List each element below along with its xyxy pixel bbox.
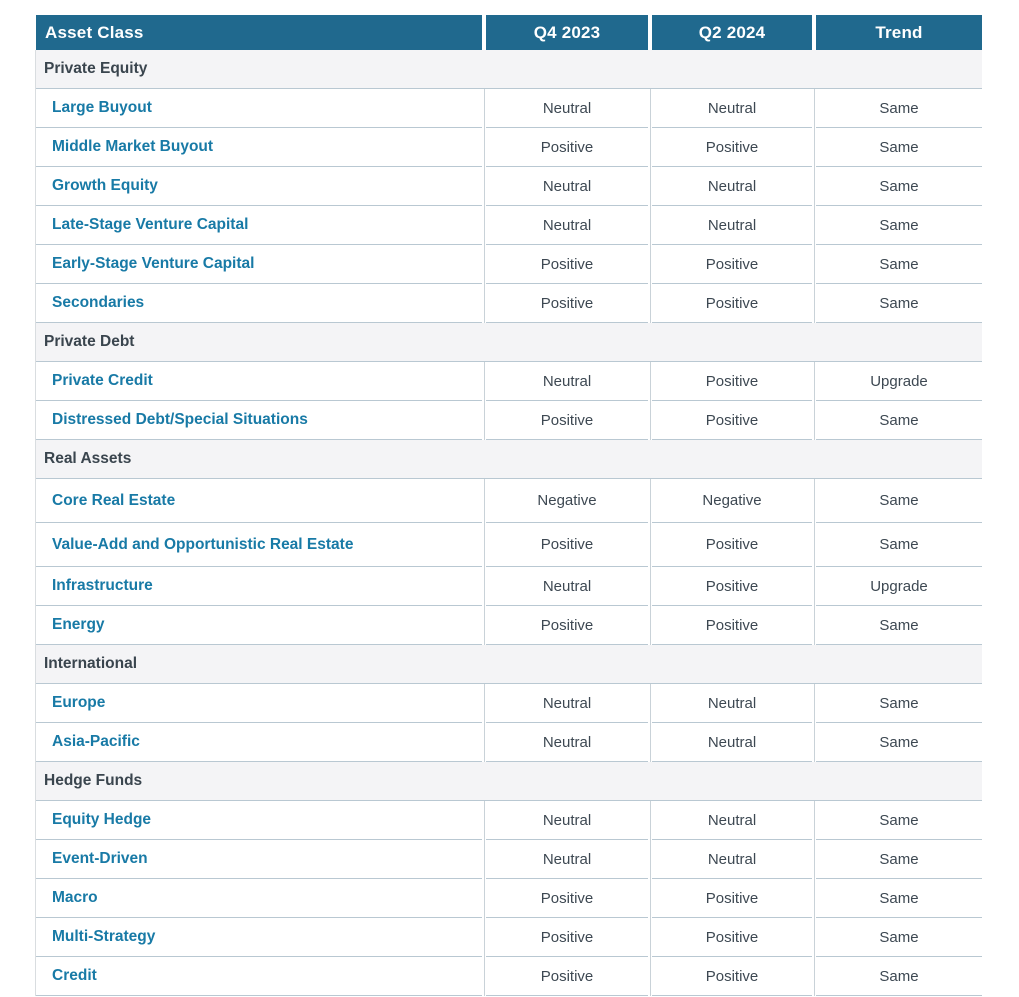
q2-2024-rating: Neutral [652, 684, 812, 723]
asset-class-link[interactable]: Core Real Estate [52, 491, 176, 509]
asset-class-link[interactable]: Value-Add and Opportunistic Real Estate [52, 535, 354, 553]
column-header-trend: Trend [816, 15, 982, 50]
q2-2024-rating: Negative [652, 479, 812, 523]
q2-2024-rating: Neutral [652, 206, 812, 245]
q4-2023-rating: Positive [486, 606, 648, 645]
section-header-row [36, 440, 982, 479]
asset-class-cell [36, 879, 482, 918]
q4-2023-rating: Neutral [486, 567, 648, 606]
asset-class-link[interactable]: Distressed Debt/Special Situations [52, 411, 308, 428]
asset-class-link[interactable]: Event-Driven [52, 850, 148, 867]
asset-class-cell [36, 957, 482, 996]
column-header-q2-2024: Q2 2024 [652, 15, 812, 50]
section-header-row [36, 323, 982, 362]
asset-class-cell [36, 89, 482, 128]
table-section [36, 440, 982, 645]
table-header-row [36, 15, 982, 50]
table-row [36, 245, 982, 284]
section-header-row [36, 645, 982, 684]
section-rows [36, 89, 982, 323]
q2-2024-rating: Neutral [652, 89, 812, 128]
asset-class-link[interactable]: Credit [52, 967, 97, 984]
asset-class-cell [36, 801, 482, 840]
q2-2024-rating: Positive [652, 957, 812, 996]
asset-class-cell [36, 245, 482, 284]
section-rows [36, 801, 982, 996]
table-section [36, 645, 982, 762]
asset-class-cell [36, 206, 482, 245]
section-rows [36, 684, 982, 762]
q4-2023-rating: Neutral [486, 801, 648, 840]
q4-2023-rating: Neutral [486, 723, 648, 762]
table-row [36, 801, 982, 840]
table-row [36, 684, 982, 723]
asset-class-cell [36, 840, 482, 879]
asset-class-link[interactable]: Asia-Pacific [52, 733, 140, 750]
q4-2023-rating: Negative [486, 479, 648, 523]
table-row [36, 167, 982, 206]
table-row [36, 567, 982, 606]
q4-2023-rating: Neutral [486, 89, 648, 128]
asset-class-cell [36, 523, 482, 567]
asset-class-link[interactable]: Middle Market Buyout [52, 138, 214, 155]
trend-value: Same [816, 957, 982, 996]
asset-class-link[interactable]: Multi-Strategy [52, 928, 156, 945]
q2-2024-rating: Positive [652, 245, 812, 284]
table-row [36, 362, 982, 401]
q4-2023-rating: Neutral [486, 362, 648, 401]
asset-class-cell [36, 918, 482, 957]
q2-2024-rating: Positive [652, 606, 812, 645]
q2-2024-rating: Positive [652, 128, 812, 167]
table-row [36, 523, 982, 567]
q2-2024-rating: Positive [652, 879, 812, 918]
asset-class-cell [36, 479, 482, 523]
q2-2024-rating: Neutral [652, 723, 812, 762]
trend-value: Same [816, 401, 982, 440]
asset-class-link[interactable]: Private Credit [52, 372, 153, 389]
table-row [36, 89, 982, 128]
q4-2023-rating: Positive [486, 523, 648, 567]
asset-class-link[interactable]: Growth Equity [52, 177, 158, 194]
column-header-q4-2023: Q4 2023 [486, 15, 648, 50]
q2-2024-rating: Neutral [652, 840, 812, 879]
asset-class-link[interactable]: Secondaries [52, 294, 145, 311]
asset-class-cell [36, 723, 482, 762]
q2-2024-rating: Neutral [652, 167, 812, 206]
asset-class-cell [36, 167, 482, 206]
table-row [36, 723, 982, 762]
asset-class-cell [36, 684, 482, 723]
asset-class-cell [36, 284, 482, 323]
table-row [36, 840, 982, 879]
table-row [36, 957, 982, 996]
q4-2023-rating: Neutral [486, 684, 648, 723]
q4-2023-rating: Neutral [486, 840, 648, 879]
asset-class-cell [36, 128, 482, 167]
trend-value: Upgrade [816, 567, 982, 606]
trend-value: Same [816, 918, 982, 957]
trend-value: Same [816, 723, 982, 762]
q4-2023-rating: Positive [486, 918, 648, 957]
table-section [36, 762, 982, 996]
q2-2024-rating: Positive [652, 523, 812, 567]
q4-2023-rating: Positive [486, 401, 648, 440]
trend-value: Same [816, 167, 982, 206]
q4-2023-rating: Neutral [486, 206, 648, 245]
table-row [36, 128, 982, 167]
trend-value: Same [816, 684, 982, 723]
trend-value: Same [816, 840, 982, 879]
trend-value: Same [816, 128, 982, 167]
table-row [36, 401, 982, 440]
trend-value: Upgrade [816, 362, 982, 401]
table-row [36, 606, 982, 645]
trend-value: Same [816, 801, 982, 840]
table-row [36, 479, 982, 523]
section-header-row [36, 762, 982, 801]
section-label: International [44, 655, 138, 672]
table-row [36, 879, 982, 918]
asset-class-cell [36, 401, 482, 440]
table-body [35, 50, 982, 996]
trend-value: Same [816, 89, 982, 128]
q2-2024-rating: Positive [652, 362, 812, 401]
asset-class-link[interactable]: Early-Stage Venture Capital [52, 255, 255, 272]
q4-2023-rating: Positive [486, 284, 648, 323]
q4-2023-rating: Neutral [486, 167, 648, 206]
asset-class-link[interactable]: Macro [52, 889, 98, 906]
section-label: Hedge Funds [44, 772, 143, 789]
table-row [36, 284, 982, 323]
q2-2024-rating: Positive [652, 284, 812, 323]
trend-value: Same [816, 479, 982, 523]
asset-class-link[interactable]: Equity Hedge [52, 811, 152, 828]
asset-class-link[interactable]: Large Buyout [52, 99, 152, 116]
q4-2023-rating: Positive [486, 245, 648, 284]
asset-class-cell [36, 362, 482, 401]
q2-2024-rating: Positive [652, 401, 812, 440]
table-row [36, 206, 982, 245]
table-section [36, 323, 982, 440]
q2-2024-rating: Positive [652, 918, 812, 957]
section-label: Real Assets [44, 450, 132, 467]
asset-class-cell [36, 567, 482, 606]
section-label: Private Equity [44, 60, 148, 77]
column-header-asset-class: Asset Class [36, 15, 482, 50]
section-rows [36, 479, 982, 645]
table-section [36, 50, 982, 323]
trend-value: Same [816, 206, 982, 245]
asset-class-ratings-table [36, 15, 982, 996]
q4-2023-rating: Positive [486, 128, 648, 167]
trend-value: Same [816, 606, 982, 645]
q4-2023-rating: Positive [486, 879, 648, 918]
trend-value: Same [816, 245, 982, 284]
asset-class-link[interactable]: Late-Stage Venture Capital [52, 216, 249, 233]
asset-class-link[interactable]: Infrastructure [52, 577, 153, 594]
q4-2023-rating: Positive [486, 957, 648, 996]
asset-class-cell [36, 606, 482, 645]
asset-class-link[interactable]: Europe [52, 694, 106, 711]
table-row [36, 918, 982, 957]
q2-2024-rating: Neutral [652, 801, 812, 840]
trend-value: Same [816, 523, 982, 567]
q2-2024-rating: Positive [652, 567, 812, 606]
section-label: Private Debt [44, 333, 135, 350]
asset-class-link[interactable]: Energy [52, 616, 105, 633]
trend-value: Same [816, 284, 982, 323]
section-header-row [36, 50, 982, 89]
trend-value: Same [816, 879, 982, 918]
section-rows [36, 362, 982, 440]
